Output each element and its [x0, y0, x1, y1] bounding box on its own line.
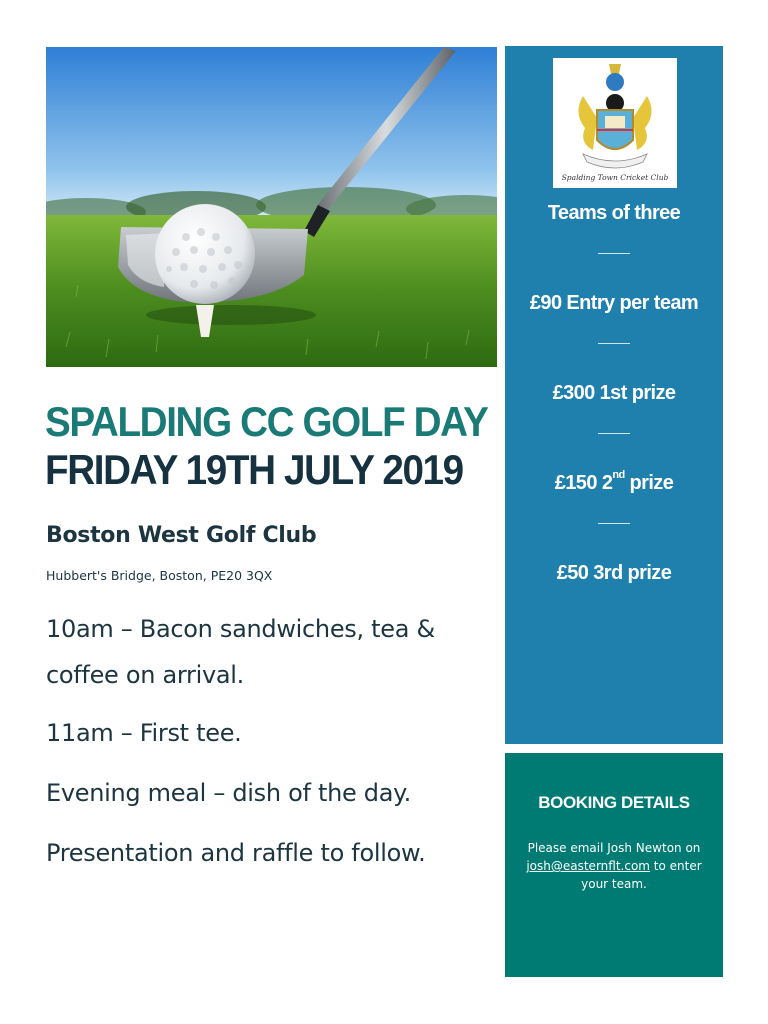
second-prize-label: prize — [624, 472, 674, 494]
info-sidebar — [505, 46, 723, 744]
golf-ball-photo — [46, 47, 497, 367]
booking-text-after: to enter your team. — [581, 859, 702, 891]
entry-fee: £90 Entry per team — [529, 292, 699, 314]
schedule-item-presentation: Presentation and raffle to follow. — [46, 839, 426, 867]
second-prize — [505, 468, 723, 498]
crest-caption: Spalding Town Cricket Club — [561, 173, 669, 182]
divider — [505, 228, 723, 288]
pricing-list — [505, 198, 723, 588]
third-prize: £50 3rd prize — [556, 562, 672, 584]
schedule-item-breakfast: 10am – Bacon sandwiches, tea & coffee on arrival. — [46, 615, 435, 689]
venue-address: Hubbert's Bridge, Boston, PE20 3QX — [46, 568, 273, 583]
event-date: FRIDAY 19TH JULY 2019 — [45, 446, 463, 493]
divider — [505, 318, 723, 378]
booking-title: BOOKING DETAILS — [538, 793, 690, 812]
event-title: SPALDING CC GOLF DAY — [45, 398, 488, 445]
schedule-list — [46, 606, 486, 890]
booking-panel — [505, 753, 723, 977]
second-prize-amount: £150 2 — [554, 472, 613, 494]
second-prize-suffix: nd — [612, 469, 625, 481]
schedule-item-first-tee: 11am – First tee. — [46, 719, 242, 747]
booking-email-link[interactable]: josh@easternflt.com — [526, 859, 650, 873]
first-prize: £300 1st prize — [552, 382, 676, 404]
booking-instructions — [519, 839, 709, 893]
teams-info: Teams of three — [547, 202, 681, 224]
divider — [505, 498, 723, 558]
club-crest-logo — [553, 58, 677, 188]
venue-name: Boston West Golf Club — [46, 523, 317, 548]
schedule-item-evening-meal: Evening meal – dish of the day. — [46, 779, 411, 807]
booking-text-before: Please email Josh Newton on — [527, 841, 701, 855]
divider — [505, 408, 723, 468]
